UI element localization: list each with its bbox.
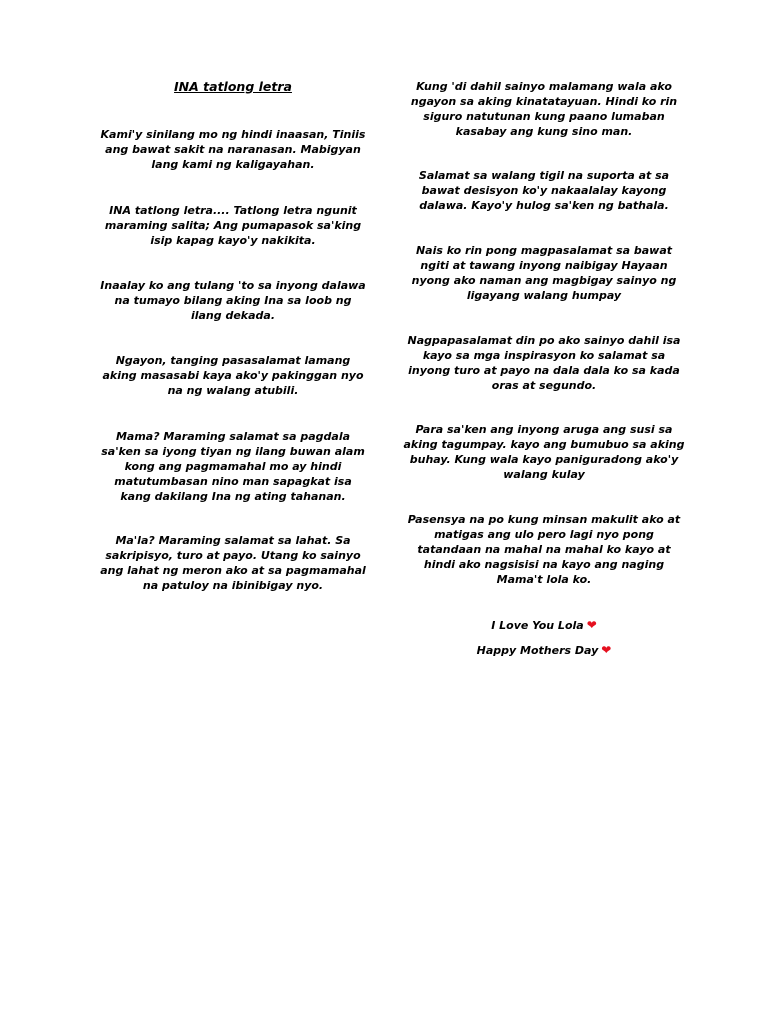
- closing-love-text: I Love You Lola: [491, 619, 584, 632]
- heart-icon: ❤: [601, 643, 612, 657]
- stanza-11: Para sa'ken ang inyong aruga ang susi sa aking tagumpay. kayo ang bumubuo sa aking buhay. Kung wala kayo paniguradong ako'y walang kulay: [403, 423, 685, 481]
- stanza-1: Kami'y sinilang mo ng hindi inaasan, Tiniis ang bawat sakit na naranasan. Mabigyan lang kami ng kaligayahan.: [100, 128, 366, 171]
- stanza-9: Nais ko rin pong magpasalamat sa bawat ngiti at tawang inyong naibigay Hayaan nyong ako naman ang magbigay sainyo ng ligayang walang humpay: [411, 244, 677, 302]
- stanza-2: INA tatlong letra.... Tatlong letra ngunit maraming salita; Ang pumapasok sa'king isip kapag kayo'y nakikita.: [104, 204, 362, 247]
- stanza-3: Inaalay ko ang tulang 'to sa inyong dalawa na tumayo bilang aking Ina sa loob ng ilang dekada.: [100, 279, 366, 322]
- heart-icon: ❤: [586, 618, 597, 632]
- closing-mothers-day-text: Happy Mothers Day: [476, 644, 599, 657]
- stanza-5: Mama? Maraming salamat sa pagdala sa'ken sa iyong tiyan ng ilang buwan alam kong ang pagmamahal mo ay hindi matutumbasan nino man sapagkat isa kang dakilang Ina ng ating tahanan.: [101, 430, 365, 503]
- stanza-7: Kung 'di dahil sainyo malamang wala ako ngayon sa aking kinatatayuan. Hindi ko rin siguro natutunan kung paano lumaban kasabay ang kung sino man.: [410, 80, 678, 138]
- closing-mothers-day-line: [402, 643, 686, 658]
- stanza-4: Ngayon, tanging pasasalamat lamang aking masasabi kaya ako'y pakinggan nyo na ng walang atubili.: [102, 354, 364, 397]
- poem-title: INA tatlong letra: [174, 79, 292, 94]
- stanza-8: Salamat sa walang tigil na suporta at sa bawat desisyon ko'y nakaalalay kayong dalawa. Kayo'y hulog sa'ken ng bathala.: [418, 169, 670, 212]
- closing-love-line: [402, 618, 686, 633]
- stanza-6: Ma'la? Maraming salamat sa lahat. Sa sakripisyo, turo at payo. Utang ko sainyo ang lahat ng meron ako at sa pagmamahal na patuloy na ibinibigay nyo.: [100, 534, 366, 592]
- stanza-10: Nagpapasalamat din po ako sainyo dahil isa kayo sa mga inspirasyon ko salamat sa inyong turo at payo na dala dala ko sa kada oras at segundo.: [407, 334, 681, 392]
- stanza-12: Pasensya na po kung minsan makulit ako at matigas ang ulo pero lagi nyo pong tatandaan na mahal na mahal ko kayo at hindi ako nagsisisi na kayo ang naging Mama't lola ko.: [407, 513, 681, 586]
